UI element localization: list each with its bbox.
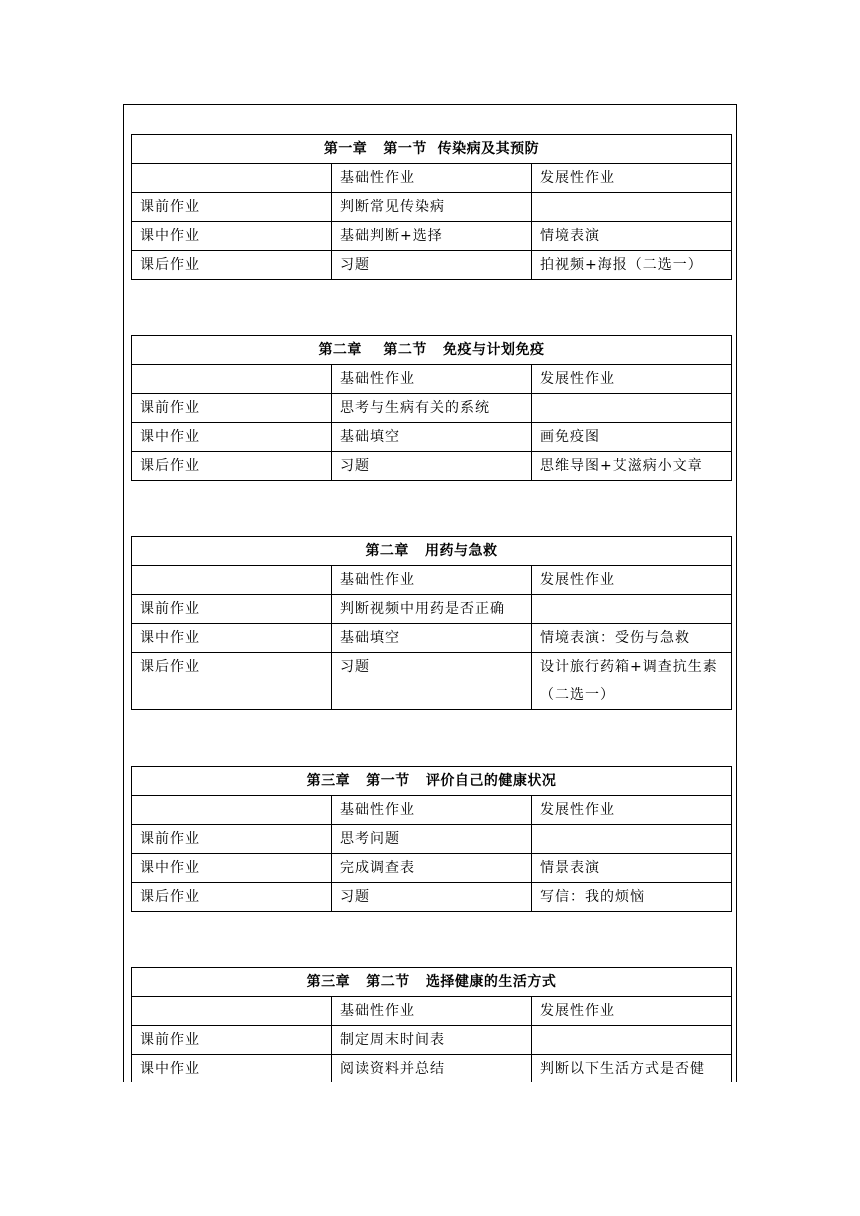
section-title: 第三章 第一节 评价自己的健康状况 — [132, 767, 732, 796]
table-row — [132, 595, 732, 624]
table-cell: 完成调查表 — [332, 854, 532, 883]
section-table-5 — [131, 967, 732, 1082]
table-cell: 习题 — [332, 883, 532, 912]
header-cell: 基础性作业 — [332, 997, 532, 1026]
row-label: 课中作业 — [132, 854, 332, 883]
header-cell: 发展性作业 — [532, 365, 732, 394]
table-cell — [532, 193, 732, 222]
table-row — [132, 883, 732, 912]
header-cell — [132, 566, 332, 595]
row-label: 课前作业 — [132, 825, 332, 854]
table-cell: 情境表演 — [532, 222, 732, 251]
table-row — [132, 452, 732, 481]
table-row — [132, 251, 732, 280]
row-label: 课中作业 — [132, 423, 332, 452]
header-cell: 发展性作业 — [532, 164, 732, 193]
table-cell: 写信：我的烦恼 — [532, 883, 732, 912]
table-cell: 画免疫图 — [532, 423, 732, 452]
table-row — [132, 1055, 732, 1083]
table-row — [132, 193, 732, 222]
table-row — [132, 825, 732, 854]
row-label: 课中作业 — [132, 624, 332, 653]
section-table-4 — [131, 766, 732, 912]
header-cell: 发展性作业 — [532, 566, 732, 595]
table-cell: 拍视频+海报（二选一） — [532, 251, 732, 280]
header-cell: 发展性作业 — [532, 997, 732, 1026]
table-header-row — [132, 566, 732, 595]
header-cell: 基础性作业 — [332, 365, 532, 394]
table-cell: 阅读资料并总结 — [332, 1055, 532, 1083]
table-cell — [532, 394, 732, 423]
header-cell — [132, 365, 332, 394]
header-cell — [132, 164, 332, 193]
row-label: 课前作业 — [132, 394, 332, 423]
section-table-1 — [131, 134, 732, 280]
table-cell: 判断视频中用药是否正确 — [332, 595, 532, 624]
table-header-row — [132, 997, 732, 1026]
header-cell: 基础性作业 — [332, 796, 532, 825]
table-cell: 思考与生病有关的系统 — [332, 394, 532, 423]
table-cell: 习题 — [332, 251, 532, 280]
table-header-row — [132, 164, 732, 193]
header-cell — [132, 997, 332, 1026]
table-cell: 判断常见传染病 — [332, 193, 532, 222]
table-cell: 基础判断+选择 — [332, 222, 532, 251]
header-cell — [132, 796, 332, 825]
row-label: 课前作业 — [132, 595, 332, 624]
table-cell — [532, 1026, 732, 1055]
table-row — [132, 394, 732, 423]
row-label: 课中作业 — [132, 222, 332, 251]
section-title: 第三章 第二节 选择健康的生活方式 — [132, 968, 732, 997]
row-label: 课后作业 — [132, 653, 332, 710]
table-cell: 设计旅行药箱+调查抗生素（二选一） — [532, 653, 732, 710]
table-cell: 习题 — [332, 653, 532, 710]
table-cell — [532, 595, 732, 624]
table-cell: 情景表演 — [532, 854, 732, 883]
table-cell: 判断以下生活方式是否健 — [532, 1055, 732, 1083]
table-row — [132, 854, 732, 883]
row-label: 课前作业 — [132, 193, 332, 222]
table-cell: 制定周末时间表 — [332, 1026, 532, 1055]
row-label: 课后作业 — [132, 251, 332, 280]
table-row — [132, 222, 732, 251]
table-cell — [532, 825, 732, 854]
section-title: 第二章 用药与急救 — [132, 537, 732, 566]
page-frame — [123, 104, 737, 1082]
table-cell: 基础填空 — [332, 624, 532, 653]
table-cell: 思考问题 — [332, 825, 532, 854]
table-header-row — [132, 365, 732, 394]
row-label: 课中作业 — [132, 1055, 332, 1083]
table-header-row — [132, 796, 732, 825]
row-label: 课前作业 — [132, 1026, 332, 1055]
section-table-3 — [131, 536, 732, 710]
table-cell: 基础填空 — [332, 423, 532, 452]
table-cell: 习题 — [332, 452, 532, 481]
section-title: 第一章 第一节 传染病及其预防 — [132, 135, 732, 164]
table-cell: 情境表演：受伤与急救 — [532, 624, 732, 653]
table-row — [132, 1026, 732, 1055]
table-cell: 思维导图+艾滋病小文章 — [532, 452, 732, 481]
table-row — [132, 653, 732, 710]
table-row — [132, 423, 732, 452]
header-cell: 基础性作业 — [332, 164, 532, 193]
table-row — [132, 624, 732, 653]
section-title: 第二章 第二节 免疫与计划免疫 — [132, 336, 732, 365]
section-table-2 — [131, 335, 732, 481]
row-label: 课后作业 — [132, 883, 332, 912]
header-cell: 基础性作业 — [332, 566, 532, 595]
header-cell: 发展性作业 — [532, 796, 732, 825]
row-label: 课后作业 — [132, 452, 332, 481]
